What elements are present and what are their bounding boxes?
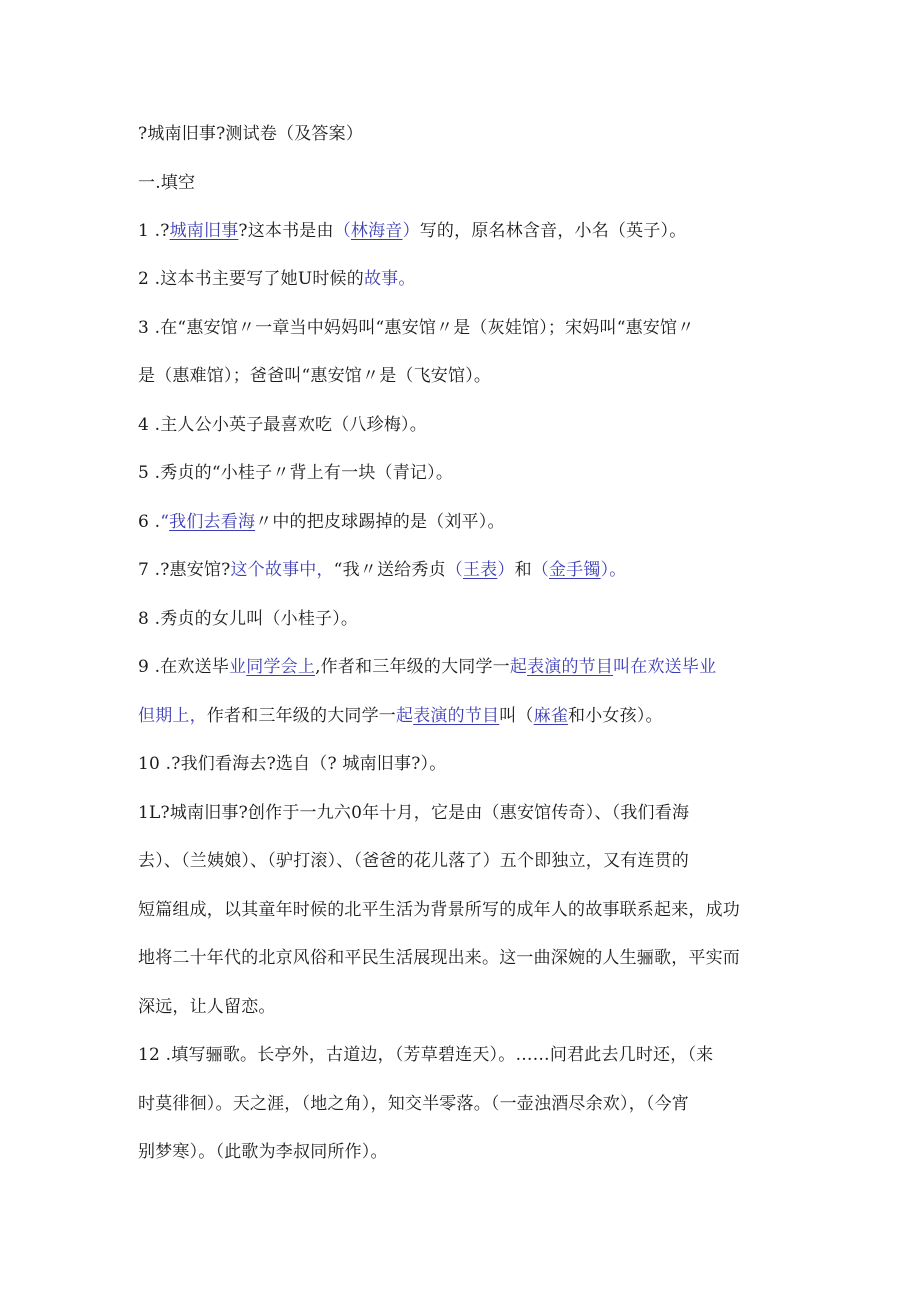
q2-text: 这本书主要写了她U时候的	[160, 269, 364, 289]
question-12-line3	[138, 1139, 788, 1165]
q7-link-watch[interactable]: 王表	[462, 560, 498, 580]
q9-line2-b1: 但期上，	[138, 706, 207, 726]
q9-b3: 叫在欢送毕业	[613, 657, 717, 677]
q8-number: 8 .	[138, 609, 161, 629]
q1-rest: 写的，原名林含音，小名（英子）。	[419, 221, 687, 241]
q9-link-meeting[interactable]: 同学会上	[246, 657, 316, 677]
q3-line1: 在“惠安馆〃一章当中妈妈叫“惠安馆〃是（灰娃馆）；宋妈叫“惠安馆〃	[160, 318, 695, 338]
q6-rest: 〃中的把皮球踢掉的是（刘平）。	[255, 512, 505, 532]
q4-text: 主人公小英子最喜欢吃（八珍梅）。	[160, 415, 427, 435]
q1-prefix: ?	[160, 221, 170, 241]
q1-mid: ?这本书是由	[238, 221, 334, 241]
q11-line3: 短篇组成，以其童年时候的北平生活为背景所写的成年人的故事联系起来，成功	[138, 900, 740, 920]
q9-line2-link-program[interactable]: 表演的节目	[413, 706, 500, 726]
q3-line2: 是（惠难馆）；爸爸叫“惠安馆〃是（飞安馆）。	[138, 366, 492, 386]
q9-line2-t3: 和小女孩）。	[568, 706, 663, 726]
question-1	[138, 218, 788, 244]
question-2	[138, 266, 788, 292]
q12-line2: 时莫徘徊）。天之涯，（地之角），知交半零落。（一壶浊酒尽余欢），（今宵	[138, 1094, 689, 1114]
q9-b1: 业	[229, 657, 247, 677]
q9-line2-b2: 起	[396, 706, 414, 726]
question-4	[138, 412, 788, 438]
question-7	[138, 557, 788, 583]
q6-number: 6 .	[138, 512, 161, 532]
q1-number: 1 .	[138, 221, 161, 241]
q6-link[interactable]: 我们去看海	[169, 512, 256, 532]
q7-paren1-open: （	[445, 560, 463, 580]
q1-paren-close: ）	[402, 221, 420, 241]
q9-link-program[interactable]: 表演的节目	[527, 657, 614, 677]
q10-text: ?我们看海去?选自（? 城南旧事?）。	[171, 754, 447, 774]
q7-mid: “我〃送给秀贞	[333, 560, 446, 580]
q4-number: 4 .	[138, 415, 161, 435]
section-text: 一.填空	[138, 173, 196, 193]
question-5	[138, 460, 788, 486]
q3-number: 3 .	[138, 318, 161, 338]
q7-blue1: 这个故事中，	[230, 560, 334, 580]
q2-number: 2 .	[138, 269, 161, 289]
question-3-continued	[138, 363, 788, 389]
q7-link-bracelet[interactable]: 金手镯	[548, 560, 601, 580]
q5-text: 秀贞的“小桂子〃背上有一块（青记）。	[160, 463, 454, 483]
q1-link-book[interactable]: 城南旧事	[169, 221, 239, 241]
question-11-line4	[138, 945, 788, 971]
q9-line2-link-sparrow[interactable]: 麻雀	[533, 706, 569, 726]
question-12-line2	[138, 1091, 788, 1117]
q9-b2: 起	[509, 657, 528, 677]
q7-paren2-close: ）。	[600, 560, 627, 580]
title-text: ?城南旧事?测试卷（及答案）	[138, 124, 364, 144]
question-8	[138, 606, 788, 632]
q11-line1: 1L?城南旧事?创作于一九六0年十月，它是由（惠安馆传奇）、（我们看海	[138, 803, 690, 823]
q12-line1: 填写骊歌。长亭外，古道边，（芳草碧连天）。……问君此去几时还，（来	[171, 1045, 714, 1065]
q5-number: 5 .	[138, 463, 161, 483]
q9-line2-t1: 作者和三年级的大同学一	[206, 706, 397, 726]
q7-paren2-open: （	[531, 560, 549, 580]
question-3	[138, 315, 788, 341]
q8-text: 秀贞的女儿叫（小桂子）。	[160, 609, 359, 629]
question-11-line2	[138, 848, 788, 874]
q9-t2: ,作者和三年级的大同学一	[315, 657, 510, 677]
q12-number: 12 .	[138, 1045, 172, 1065]
question-11	[138, 800, 788, 826]
q11-line2: 去）、（兰姨娘）、（驴打滚）、（爸爸的花儿落了）五个即独立，又有连贯的	[138, 851, 689, 871]
question-9	[138, 654, 788, 680]
q1-link-author[interactable]: 林海音	[350, 221, 403, 241]
question-11-line5	[138, 994, 788, 1020]
q7-number: 7 .	[138, 560, 161, 580]
q9-line2-t2: 叫（	[499, 706, 534, 726]
q12-line3: 别梦寒）。（此歌为李叔同所作）。	[138, 1142, 388, 1162]
question-10	[138, 751, 788, 777]
q11-line5: 深远，让人留恋。	[138, 997, 276, 1017]
q2-blue-text: 故事。	[363, 269, 416, 289]
q7-paren1-close: ）	[497, 560, 515, 580]
q6-quote: “	[160, 512, 170, 532]
question-11-line3	[138, 897, 788, 923]
document-title	[138, 121, 788, 147]
question-9-continued	[138, 703, 788, 729]
q1-paren-open: （	[333, 221, 351, 241]
section-heading	[138, 170, 788, 196]
q9-number: 9 .	[138, 657, 161, 677]
q11-line4: 地将二十年代的北京风俗和平民生活展现出来。这一曲深婉的人生骊歌，平实而	[138, 948, 740, 968]
q9-t1: 在欢送毕	[160, 657, 230, 677]
question-12	[138, 1042, 788, 1068]
q7-and: 和	[514, 560, 532, 580]
question-6	[138, 509, 788, 535]
q7-pre: ?惠安馆?	[160, 560, 231, 580]
q10-number: 10 .	[138, 754, 172, 774]
